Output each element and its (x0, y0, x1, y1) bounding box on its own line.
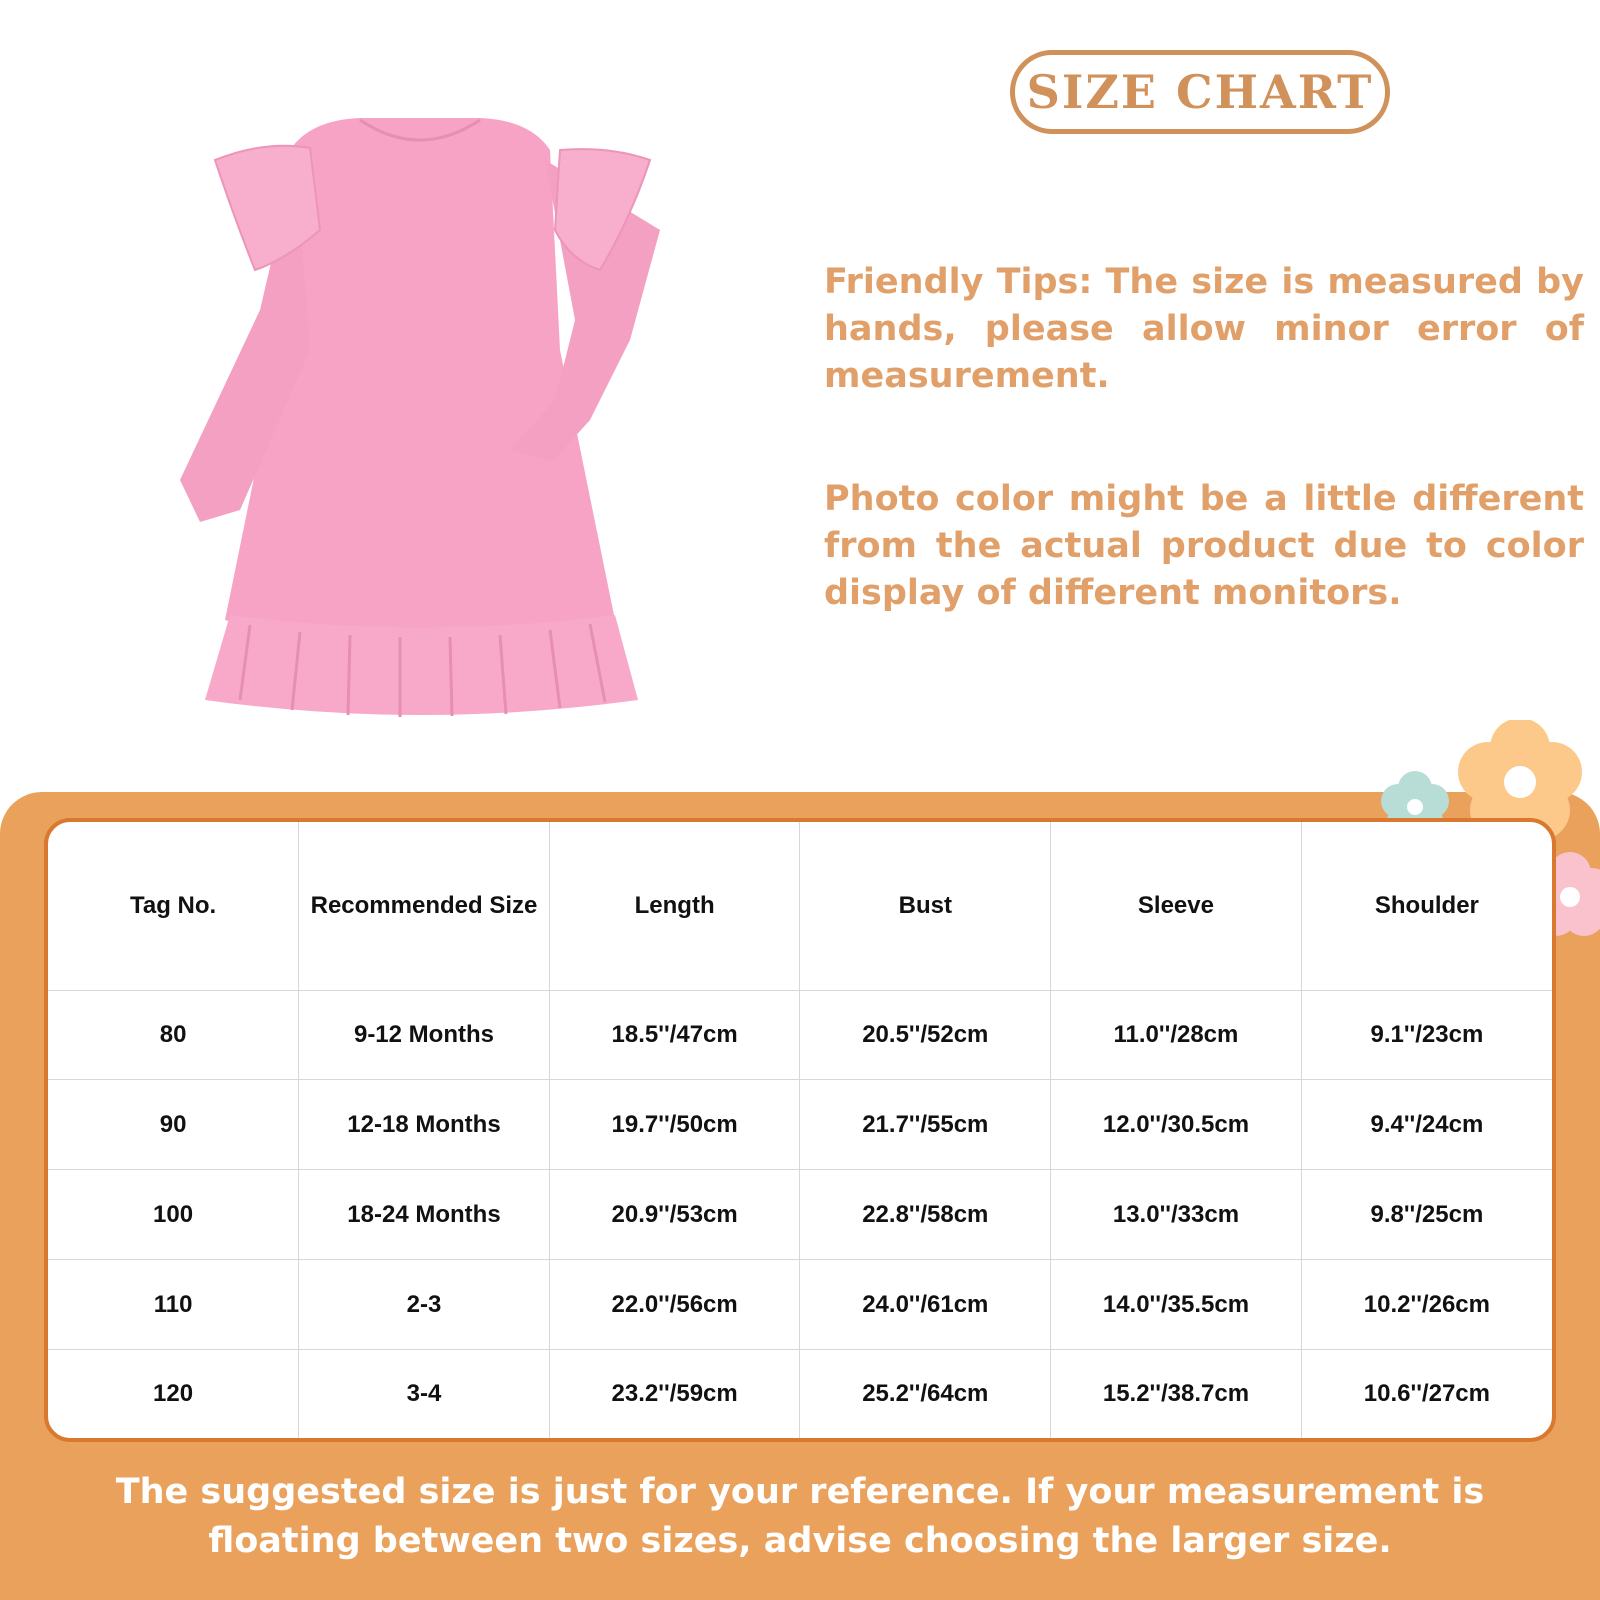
size-table (48, 822, 1552, 1438)
table-cell: 9.1''/23cm (1301, 990, 1552, 1080)
pink-dress-image (160, 110, 680, 750)
table-cell: 20.5''/52cm (800, 990, 1051, 1080)
table-cell: 90 (48, 1080, 299, 1170)
table-cell: 25.2''/64cm (800, 1350, 1051, 1438)
header-tag-no: Tag No. (48, 822, 299, 990)
table-cell: 22.8''/58cm (800, 1170, 1051, 1260)
table-cell: 21.7''/55cm (800, 1080, 1051, 1170)
photo-color-note: Photo color might be a little different from the actual product due to color display of different monitors. (824, 479, 1584, 613)
table-cell: 10.6''/27cm (1301, 1350, 1552, 1438)
table-cell: 22.0''/56cm (549, 1260, 800, 1350)
table-header-row (48, 822, 1552, 990)
table-cell: 11.0''/28cm (1051, 990, 1302, 1080)
table-cell: 9-12 Months (299, 990, 550, 1080)
table-cell: 9.8''/25cm (1301, 1170, 1552, 1260)
header-recommended-size: Recommended Size (299, 822, 550, 990)
table-row (48, 1170, 1552, 1260)
table-cell: 110 (48, 1260, 299, 1350)
table-cell: 3-4 (299, 1350, 550, 1438)
table-cell: 12.0''/30.5cm (1051, 1080, 1302, 1170)
table-cell: 14.0''/35.5cm (1051, 1260, 1302, 1350)
size-table-card (44, 818, 1556, 1442)
footer-note: The suggested size is just for your reference. If your measurement is floating between two sizes, advise choosing the larger size. (115, 1472, 1485, 1561)
table-cell: 15.2''/38.7cm (1051, 1350, 1302, 1438)
table-row (48, 1260, 1552, 1350)
table-cell: 19.7''/50cm (549, 1080, 800, 1170)
table-cell: 20.9''/53cm (549, 1170, 800, 1260)
table-row (48, 1350, 1552, 1438)
header-sleeve: Sleeve (1051, 822, 1302, 990)
table-cell: 9.4''/24cm (1301, 1080, 1552, 1170)
table-cell: 18-24 Months (299, 1170, 550, 1260)
size-chart-title: SIZE CHART (1010, 50, 1390, 134)
header-length: Length (549, 822, 800, 990)
header-bust: Bust (800, 822, 1051, 990)
table-cell: 100 (48, 1170, 299, 1260)
table-cell: 10.2''/26cm (1301, 1260, 1552, 1350)
table-cell: 120 (48, 1350, 299, 1438)
table-row (48, 990, 1552, 1080)
table-cell: 2-3 (299, 1260, 550, 1350)
table-cell: 23.2''/59cm (549, 1350, 800, 1438)
header-shoulder: Shoulder (1301, 822, 1552, 990)
table-cell: 13.0''/33cm (1051, 1170, 1302, 1260)
friendly-tips-text: Friendly Tips: The size is measured by hands, please allow minor error of measurement. (824, 262, 1584, 396)
table-cell: 80 (48, 990, 299, 1080)
table-cell: 24.0''/61cm (800, 1260, 1051, 1350)
table-cell: 18.5''/47cm (549, 990, 800, 1080)
table-row (48, 1080, 1552, 1170)
table-cell: 12-18 Months (299, 1080, 550, 1170)
